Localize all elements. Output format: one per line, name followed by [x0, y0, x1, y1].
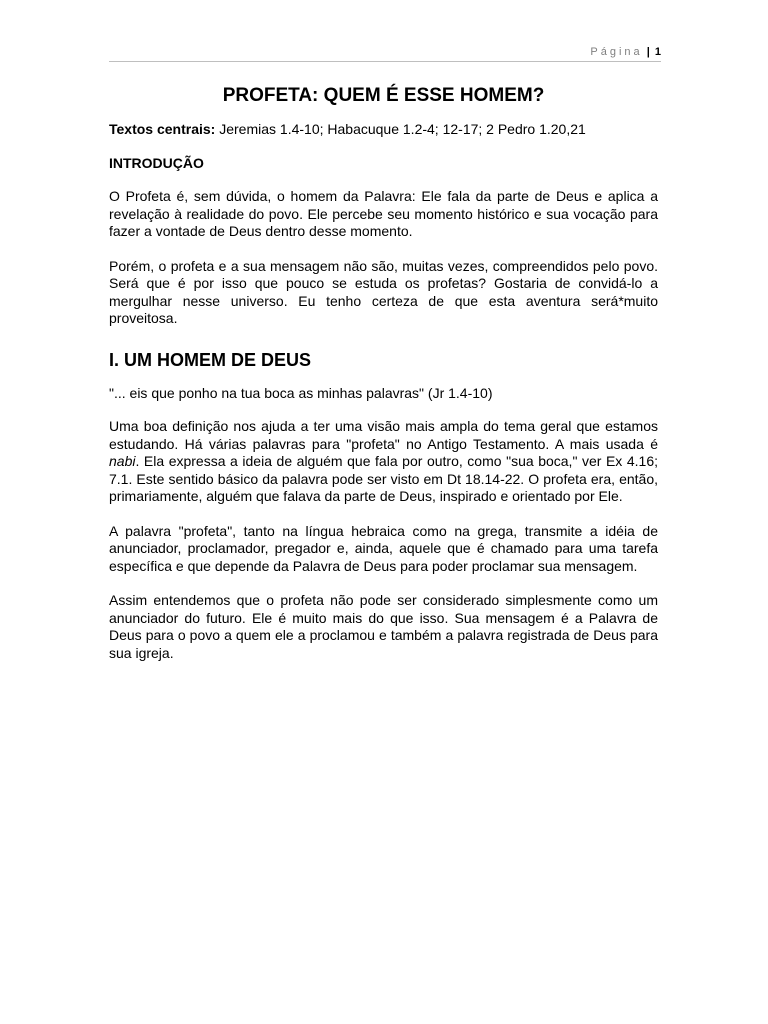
intro-paragraph: Porém, o profeta e a sua mensagem não são, muitas vezes, compreendidos pelo povo. Será que é por isso que pouco se estuda os profetas? Gostaria de convidá-lo a mergulhar nesse universo. Eu tenho certeza de que esta aventura será*muito proveitosa.: [109, 257, 658, 326]
section-paragraph: [109, 418, 658, 506]
scripture-quote: "... eis que ponho na tua boca as minhas palavras" (Jr 1.4-10): [109, 384, 493, 401]
central-texts-value: Jeremias 1.4-10; Habacuque 1.2-4; 12-17; 2 Pedro 1.20,21: [215, 121, 586, 137]
central-texts: [109, 121, 658, 139]
paragraph-text: Uma boa definição nos ajuda a ter uma visão mais ampla do tema geral que estamos estudando. Há várias palavras para "profeta" no Antigo Testamento. A mais usada é: [109, 418, 658, 452]
page-separator: |: [646, 46, 650, 58]
intro-heading: INTRODUÇÃO: [109, 154, 204, 171]
section-paragraph: A palavra "profeta", tanto na língua hebraica como na grega, transmite a idéia de anunciador, proclamador, pregador e, ainda, aquele que é chamado para uma tarefa específica e que depende da Palavra de Deus para poder proclamar sua mensagem.: [109, 522, 658, 574]
document-body: [109, 85, 658, 679]
paragraph-text: . Ela expressa a ideia de alguém que fala por outro, como "sua boca," ver Ex 4.16; 7.1. Este sentido básico da palavra pode ser visto em Dt 18.14-22. O profeta era, então, primariamente, alguém que falava da parte de Deus, inspirado e orientado por Ele.: [109, 453, 658, 504]
section-heading: I. UM HOMEM DE DEUS: [109, 349, 312, 370]
page-number: 1: [654, 46, 661, 58]
page-header: [109, 44, 661, 62]
italic-term: nabi: [109, 453, 136, 469]
page-label: Página: [590, 46, 643, 58]
section-paragraph: Assim entendemos que o profeta não pode ser considerado simplesmente como um anunciador do futuro. Ele é muito mais do que isso. Sua mensagem é a Palavra de Deus para o povo a quem ele a proclamou e também a palavra registrada de Deus para sua igreja.: [109, 592, 658, 661]
document-title: PROFETA: QUEM É ESSE HOMEM?: [222, 85, 545, 106]
intro-paragraph: O Profeta é, sem dúvida, o homem da Palavra: Ele fala da parte de Deus e aplica a revelação à realidade do povo. Ele percebe seu momento histórico e sua vocação para fazer a vontade de Deus dentro desse momento.: [109, 188, 658, 239]
central-texts-label: Textos centrais:: [109, 121, 216, 137]
